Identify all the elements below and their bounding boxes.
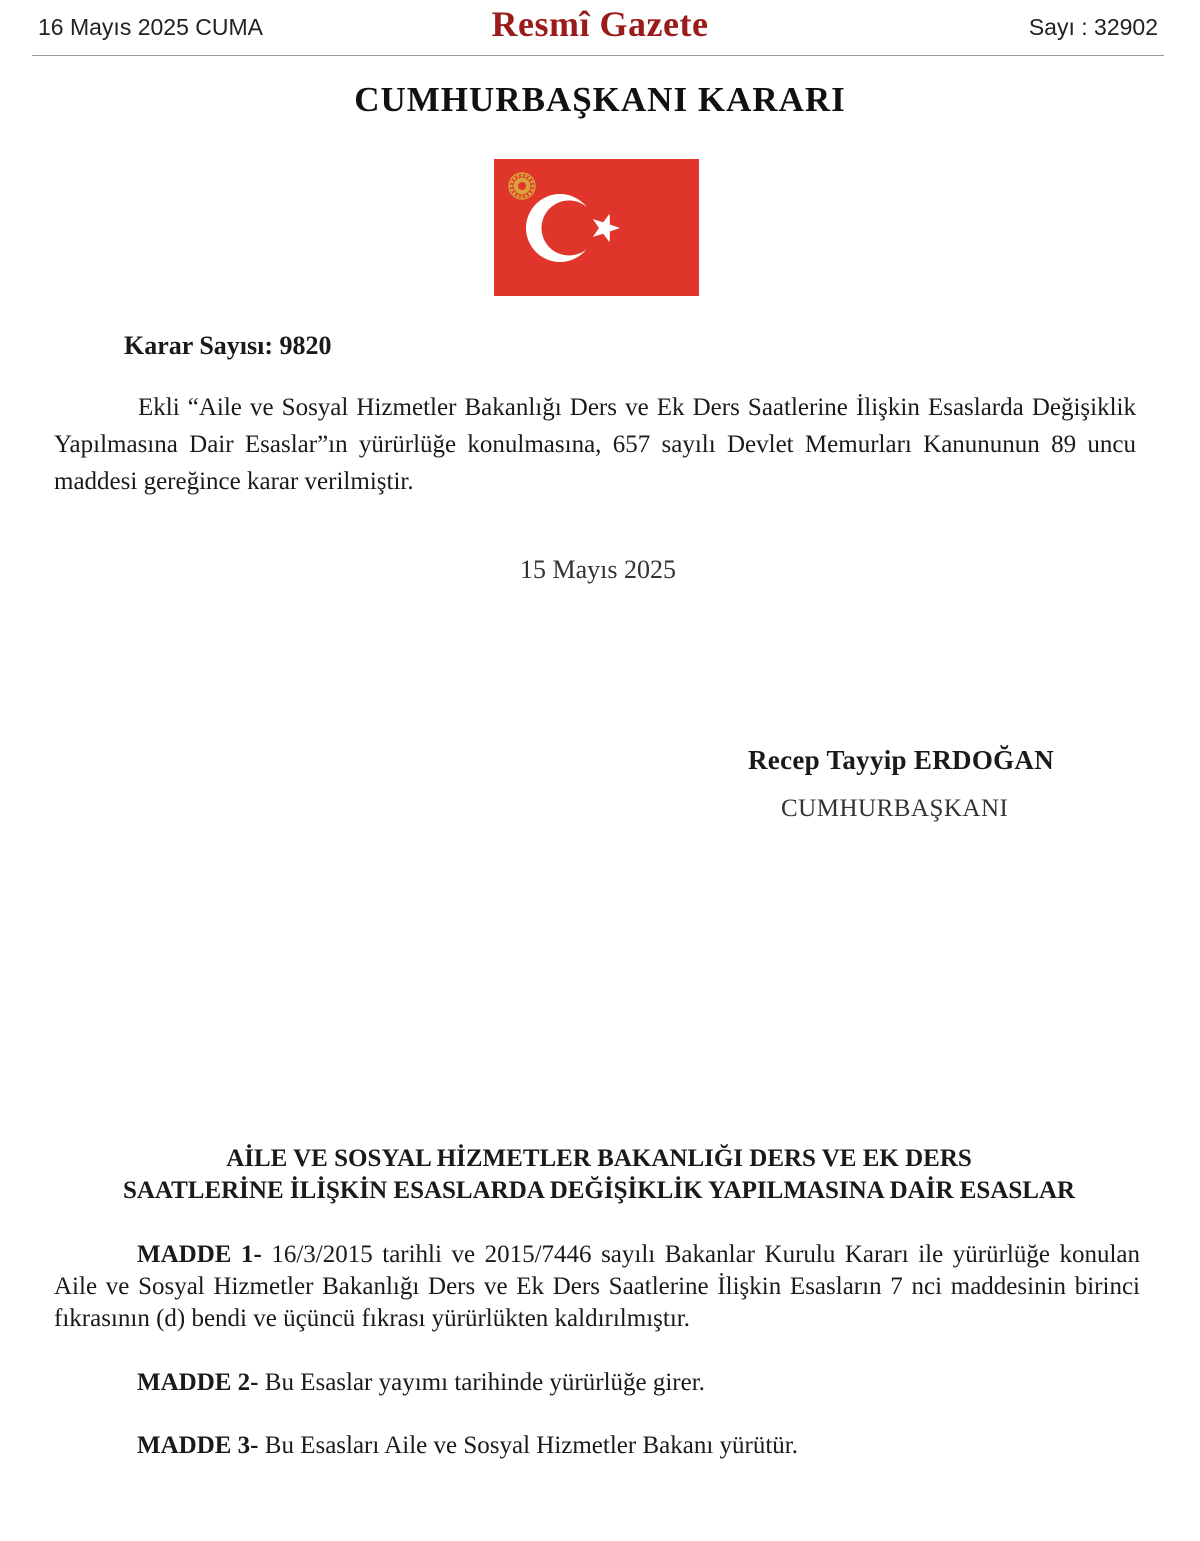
article-1 (54, 1239, 1140, 1335)
seal-ray (513, 192, 516, 195)
article-1-text: 16/3/2015 tarihli ve 2015/7446 sayılı Bakanlar Kurulu Kararı ile yürürlüğe konulan Aile ve Sosyal Hizmetler Bakanlığı Ders ve Ek Ders Saatlerine İlişkin Esasların 7 nci maddesinin birinci fıkrasının (d) bendi ve üçüncü fıkrası yürürlükten kaldırılmıştır. (54, 1241, 1141, 1332)
seal-ray (530, 180, 533, 183)
seal-ray (510, 185, 513, 188)
signatory-name: Recep Tayyip ERDOĞAN (748, 745, 1055, 775)
seal-ray (531, 185, 534, 188)
article-1-label: MADDE 1- (137, 1241, 262, 1268)
article-3-text: Bu Esasları Aile ve Sosyal Hizmetler Bakanı yürütür. (264, 1432, 798, 1459)
decision-intro: Ekli “Aile ve Sosyal Hizmetler Bakanlığı Ders ve Ek Ders Saatlerine İlişkin Esaslarda Değişiklik Yapılmasına Dair Esaslar”ın yürürlüğe konulmasına, 657 sayılı Devlet Memurları Kanununun 89 uncu maddesi gereğince karar verilmiştir. (54, 394, 1136, 495)
seal-ray (521, 174, 524, 177)
seal-ray (516, 194, 519, 197)
seal-ray (525, 175, 528, 178)
seal-ray (513, 177, 516, 180)
annex-title-line-2: SAATLERİNE İLİŞKİN ESASLARDA DEĞİŞİKLİK YAPILMASINA DAİR ESASLAR (122, 1177, 1076, 1204)
decision-number: Karar Sayısı: 9820 (124, 331, 332, 360)
seal-ray (528, 192, 531, 195)
turkish-flag-icon (494, 159, 699, 296)
seal-ray (521, 195, 524, 198)
seal-ray (525, 194, 528, 197)
issue-number: Sayı : 32902 (1028, 14, 1158, 40)
annex-title-line-1: AİLE VE SOSYAL HİZMETLER BAKANLIĞI DERS VE EK DERS (226, 1145, 972, 1172)
header-date: 16 Mayıs 2025 CUMA (38, 14, 263, 40)
decision-date: 15 Mayıs 2025 (520, 555, 676, 584)
annex-title (54, 1143, 1144, 1207)
gazette-title: Resmî Gazete (491, 4, 709, 44)
article-3-label: MADDE 3- (137, 1432, 259, 1459)
seal-ray (511, 180, 514, 183)
header-divider (32, 55, 1164, 56)
seal-ray (530, 189, 533, 192)
seal-ray (528, 177, 531, 180)
decision-title: CUMHURBAŞKANI KARARI (354, 80, 846, 119)
signatory-title: CUMHURBAŞKANI (781, 795, 1009, 822)
seal-ray (511, 189, 514, 192)
seal-ray (516, 175, 519, 178)
article-3 (54, 1430, 1140, 1462)
crescent-inner (542, 201, 597, 256)
article-2-text: Bu Esaslar yayımı tarihinde yürürlüğe girer. (264, 1369, 705, 1396)
article-2-label: MADDE 2- (137, 1369, 259, 1396)
article-2 (54, 1367, 1140, 1399)
